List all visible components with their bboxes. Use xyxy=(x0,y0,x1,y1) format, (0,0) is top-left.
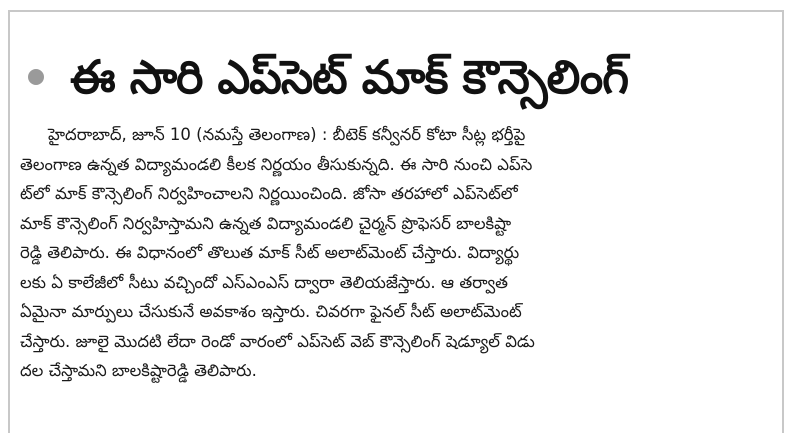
article-line: హైదరాబాద్‌, జూన్‌ 10 (నమస్తే తెలంగాణ) : బీటెక్‌ కన్వీనర్‌ కోటా సీట్ల భర్తీపై xyxy=(48,125,526,144)
article-line: లకు ఏ కాలేజీలో సీటు వచ్చిందో ఎస్‌ఎంఎస్‌ ద్వారా తెలియజేస్తారు. ఆ తర్వాత xyxy=(20,272,509,292)
article-line: మాక్‌ కౌన్సెలింగ్‌ నిర్వహిస్తామని ఉన్నత విద్యామండలి చైర్మన్‌ ప్రొఫెసర్‌ బాలకిష్టా xyxy=(20,213,512,233)
article-line: ట్‌లో మాక్‌ కౌన్సెలింగ్‌ నిర్వహించాలని నిర్ణయించింది. జోసా తరహాలో ఎప్‌సెట్‌లో xyxy=(20,184,518,203)
article-line: తెలంగాణ ఉన్నత విద్యామండలి కీలక నిర్ణయం తీసుకున్నది. ఈ సారి నుంచి ఎప్‌సె xyxy=(20,154,533,174)
headline: ఈ సారి ఎప్‌సెట్‌ మాక్‌ కౌన్సెలింగ్‌ xyxy=(70,50,629,104)
article-line: ఏమైనా మార్పులు చేసుకునే అవకాశం ఇస్తారు. చివరగా ఫైనల్‌ సీట్‌ అలాట్‌మెంట్‌ xyxy=(20,302,522,321)
article-line: దల చేస్తామని బాలకిష్టారెడ్డి తెలిపారు. xyxy=(20,361,257,380)
article-line: చేస్తారు. జూలై మొదటి లేదా రెండో వారంలో ఎప్‌సెట్‌ వెబ్‌ కౌన్సెలింగ్‌ షెడ్యూల్‌ విడు xyxy=(20,331,535,351)
bullet-dot-icon xyxy=(28,69,44,85)
article-line: రెడ్డి తెలిపారు. ఈ విధానంలో తొలుత మాక్‌ సీట్‌ అలాట్‌మెంట్‌ చేస్తారు. విద్యార్థు xyxy=(20,243,520,262)
headline-row xyxy=(28,42,628,112)
article-body xyxy=(20,120,765,386)
